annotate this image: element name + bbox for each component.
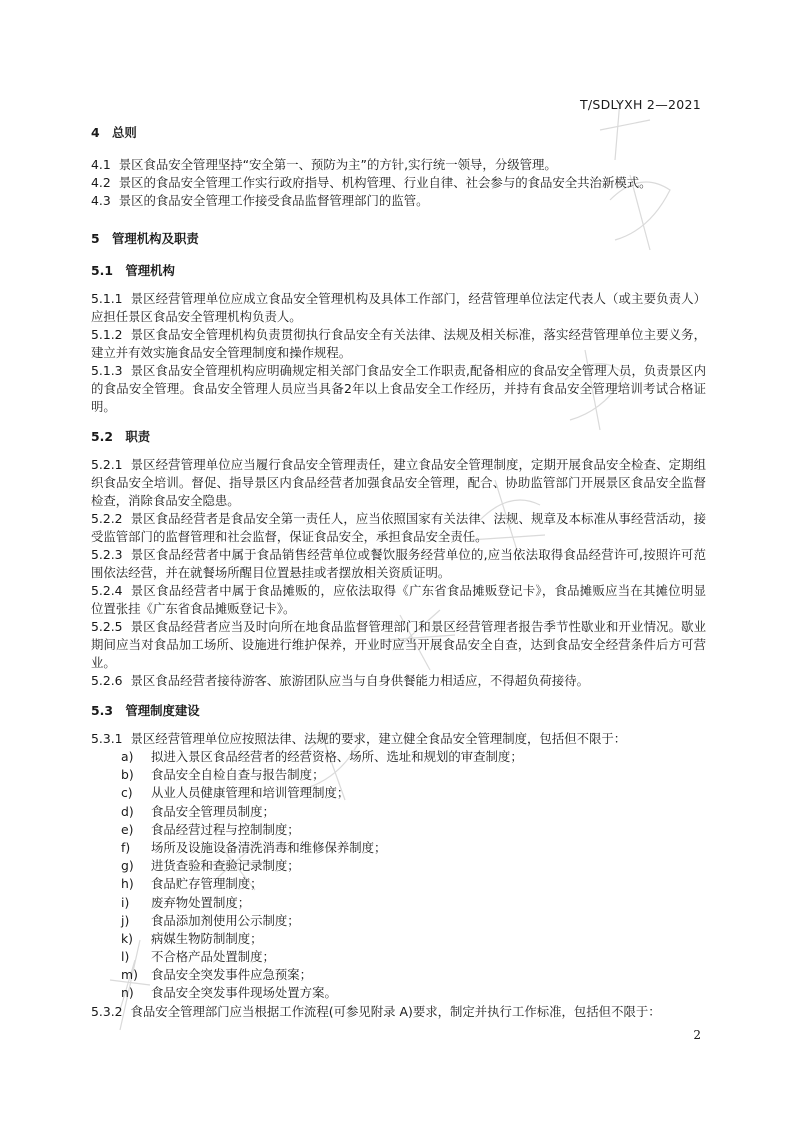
clause-4-2: 4.2 景区的食品安全管理工作实行政府指导、机构管理、行业自律、社会参与的食品安全共治新模式。	[91, 175, 652, 190]
list-item: k) 病媒生物防制制度；	[121, 930, 263, 946]
clause-5-1-3: 5.1.3 景区食品安全管理机构应明确规定相关部门食品安全工作职责,配备相应的食品安全管理人员，负责景区内的食品安全管理。食品安全管理人员应当具备2年以上食品安全工作经历，并持有食品安全管理培训考试合格证明。	[91, 363, 706, 414]
list-item: h) 食品贮存管理制度；	[121, 876, 263, 892]
list-item: l) 不合格产品处置制度；	[121, 949, 275, 965]
list-item: n) 食品安全突发事件现场处置方案。	[121, 985, 337, 1001]
clause-5-3-2: 5.3.2 食品安全管理部门应当根据工作流程(可参见附录 A)要求，制定并执行工作标准，包括但不限于：	[91, 1003, 661, 1019]
clause-5-1-1: 5.1.1 景区经营管理单位应成立食品安全管理机构及具体工作部门，经营管理单位法定代表人（或主要负责人）应担任景区食品安全管理机构负责人。	[91, 291, 706, 324]
document-code: T/SDLYXH 2—2021	[579, 97, 701, 112]
clause-5-2-2: 5.2.2 景区食品经营者是食品安全第一责任人，应当依照国家有关法律、法规、规章及本标准从事经营活动，接受监管部门的监督管理和社会监督，保证食品安全，承担食品安全责任。	[91, 511, 706, 544]
list-item: a) 拟进入景区食品经营者的经营资格、场所、选址和规划的审查制度；	[121, 749, 523, 764]
clause-4-1: 4.1 景区食品安全管理坚持“安全第一、预防为主”的方针,实行统一领导，分级管理。	[91, 157, 557, 172]
clause-5-2-3: 5.2.3 景区食品经营者中属于食品销售经营单位或餐饮服务经营单位的,应当依法取得食品经营许可,按照许可范围依法经营，并在就餐场所醒目位置悬挂或者摆放相关资质证明。	[91, 547, 706, 580]
clause-5-1-2: 5.1.2 景区食品安全管理机构负责贯彻执行食品安全有关法律、法规及相关标准，落实经营管理单位主要义务，建立并有效实施食品安全管理制度和操作规程。	[91, 327, 706, 360]
clause-5-3-1: 5.3.1 景区经营管理单位应按照法律、法规的要求，建立健全食品安全管理制度，包括但不限于：	[91, 731, 627, 746]
section-4-heading: 4 总则	[91, 125, 137, 140]
section-5-1-heading: 5.1 管理机构	[91, 263, 175, 278]
list-item: c) 从业人员健康管理和培训管理制度；	[121, 785, 350, 801]
section-5-3-heading: 5.3 管理制度建设	[91, 703, 200, 718]
clause-4-3: 4.3 景区的食品安全管理工作接受食品监督管理部门的监管。	[91, 193, 429, 208]
list-item: g) 进货查验和查验记录制度；	[121, 858, 300, 874]
list-item: i) 废弃物处置制度；	[121, 894, 251, 910]
list-item: b) 食品安全自检自查与报告制度；	[121, 767, 325, 783]
management-system-list	[91, 748, 706, 1003]
section-5-2-heading: 5.2 职责	[91, 429, 151, 444]
list-item: j) 食品添加剂使用公示制度；	[121, 912, 300, 928]
list-item: f) 场所及设施设备清洗消毒和维修保养制度；	[121, 839, 387, 855]
section-5-heading: 5 管理机构及职责	[91, 231, 199, 246]
document-body	[91, 119, 706, 1021]
list-item: d) 食品安全管理员制度；	[121, 803, 275, 819]
list-item: m) 食品安全突发事件应急预案；	[121, 967, 313, 983]
clause-5-2-5: 5.2.5 景区食品经营者应当及时向所在地食品监督管理部门和景区经营管理者报告季节性歇业和开业情况。歇业期间应当对食品加工场所、设施进行维护保养，开业时应当开展食品安全自查，达到食品安全经营条件后方可营业。	[91, 619, 706, 670]
clause-5-2-4: 5.2.4 景区食品经营者中属于食品摊贩的，应依法取得《广东省食品摊贩登记卡》，食品摊贩应当在其摊位明显位置张挂《广东省食品摊贩登记卡》。	[91, 583, 706, 616]
page-number: 2	[693, 1028, 701, 1042]
clause-5-2-6: 5.2.6 景区食品经营者接待游客、旅游团队应当与自身供餐能力相适应，不得超负荷接待。	[91, 673, 589, 688]
clause-5-2-1: 5.2.1 景区经营管理单位应当履行食品安全管理责任，建立食品安全管理制度，定期开展食品安全检查、定期组织食品安全培训。督促、指导景区内食品经营者加强食品安全管理，配合、协助监管部门开展景区食品安全监督检查，消除食品安全隐患。	[91, 457, 706, 508]
list-item: e) 食品经营过程与控制制度；	[121, 821, 300, 837]
